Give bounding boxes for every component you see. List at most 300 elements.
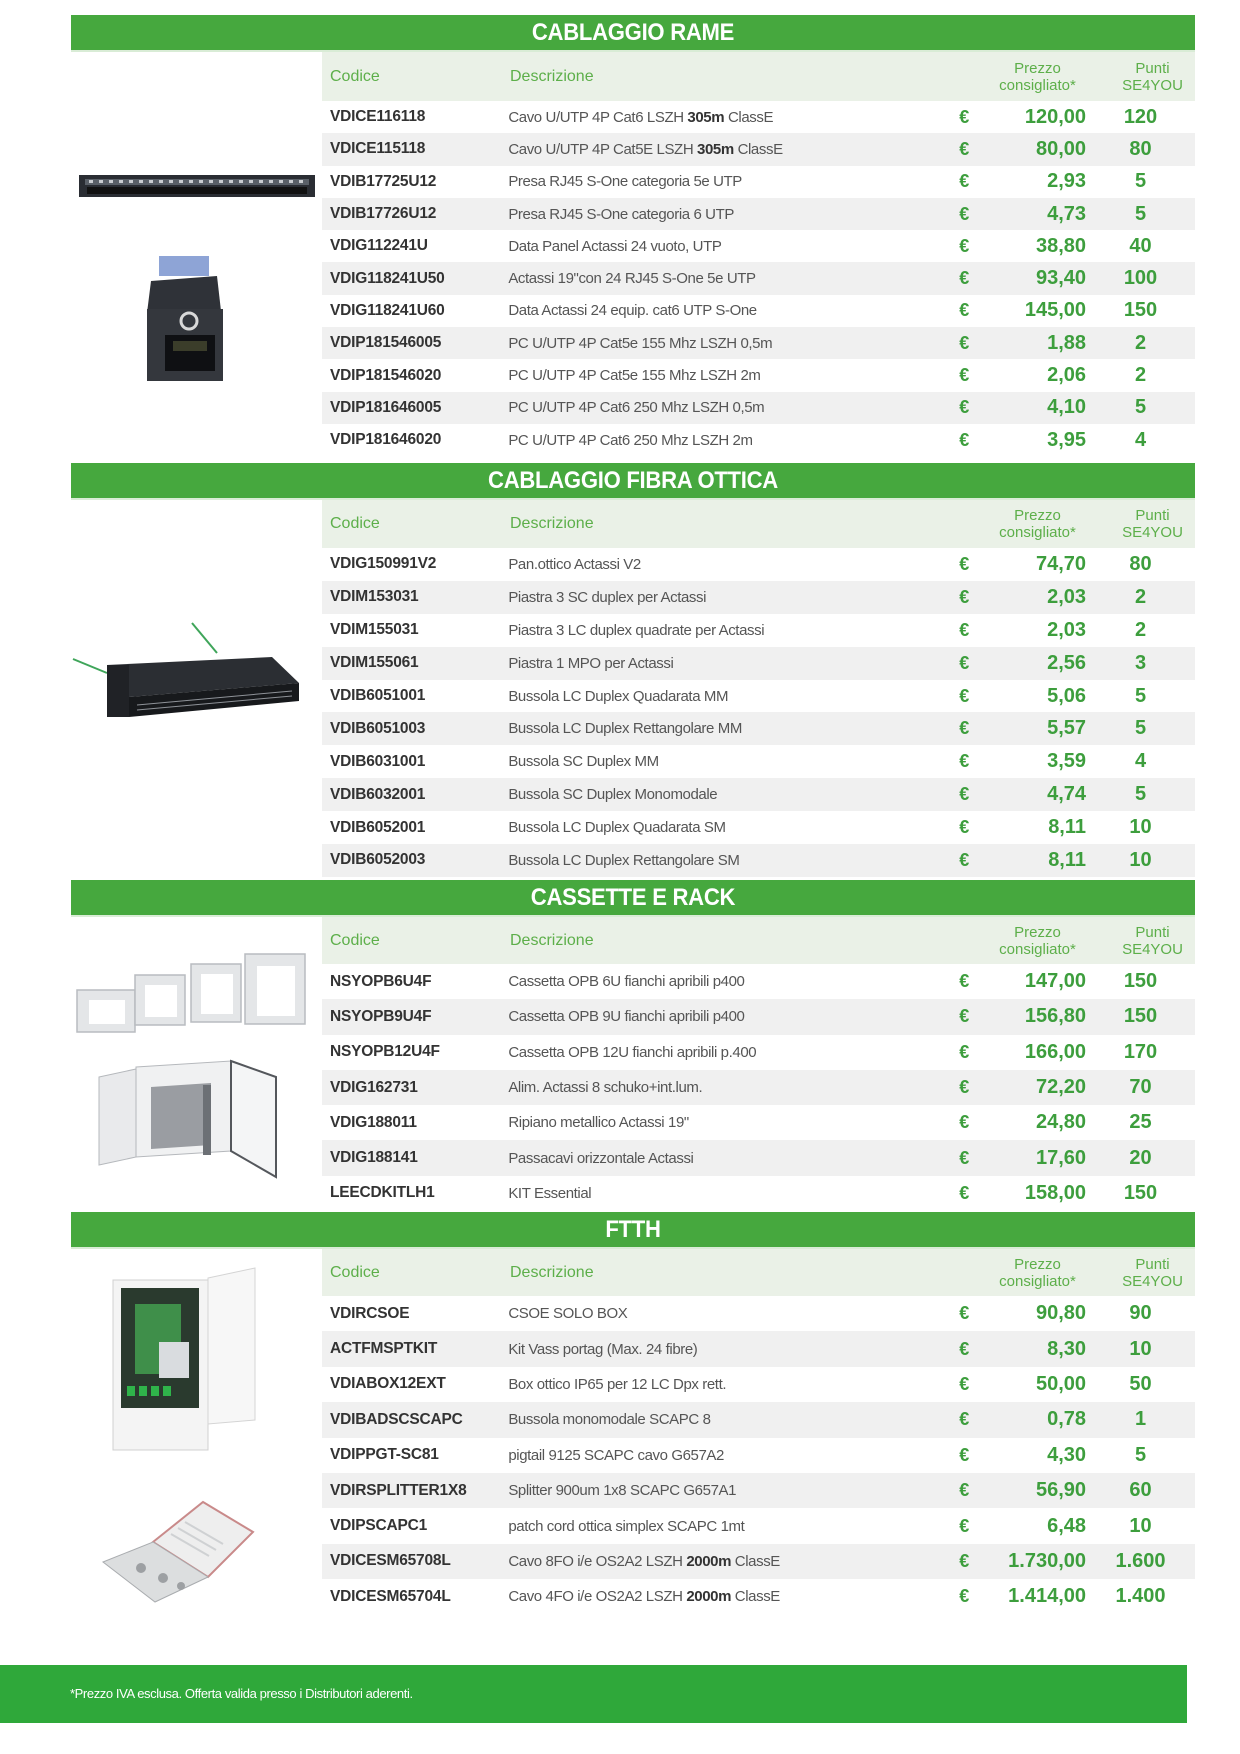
table-body: [322, 548, 1195, 877]
product-price: 145,00: [1024, 299, 1087, 322]
description-text: pigtail 9125 SCAPC cavo G657A2: [508, 1446, 724, 1464]
euro-symbol: €: [959, 586, 970, 607]
price-header-line1: Prezzo: [1014, 507, 1061, 524]
description-length: 305m: [697, 140, 734, 158]
product-description: [508, 622, 948, 639]
product-price: 1.730,00: [1008, 1549, 1087, 1572]
description-text: Cassetta OPB 12U fianchi apribili p.400: [508, 1043, 757, 1061]
product-price: 4,30: [1047, 1443, 1087, 1466]
table-row: [322, 166, 1195, 198]
product-points: 5: [1134, 396, 1147, 419]
section-ftth: [71, 1212, 1195, 1608]
section-header: [71, 1212, 1195, 1249]
product-price: 4,10: [1047, 396, 1087, 419]
product-points: 2: [1134, 331, 1147, 354]
price-header-line1: Prezzo: [1014, 59, 1061, 77]
table-row: [322, 745, 1195, 778]
description-text: Piastra 3 LC duplex quadrate per Actassi: [508, 621, 765, 639]
description-text: Cavo U/UTP 4P Cat5E LSZH: [508, 140, 698, 158]
product-table: [322, 500, 1195, 877]
description-text: Bussola LC Duplex Rettangolare SM: [508, 851, 740, 869]
product-description: [508, 141, 948, 158]
section-header: [71, 463, 1195, 500]
product-points: 10: [1129, 816, 1152, 839]
column-header-price: [965, 60, 1110, 94]
product-points: 2: [1134, 618, 1147, 641]
price-header-line2: consigliato*: [999, 940, 1076, 958]
description-text: PC U/UTP 4P Cat6 250 Mhz LSZH 0,5m: [508, 399, 765, 417]
product-price: 56,90: [1035, 1479, 1087, 1502]
description-text: Cassetta OPB 9U fianchi apribili p400: [508, 1008, 745, 1026]
euro-symbol: €: [959, 1515, 970, 1536]
product-price: 6,48: [1047, 1514, 1087, 1537]
table-row: [322, 647, 1195, 680]
product-code: NSYOPB12U4F: [330, 1043, 440, 1061]
product-price: 3,59: [1047, 750, 1087, 773]
product-description: [508, 1588, 948, 1605]
description-text: CSOE SOLO BOX: [508, 1305, 628, 1323]
section-header: [71, 880, 1195, 917]
euro-symbol: €: [959, 849, 970, 870]
product-price: 166,00: [1024, 1040, 1087, 1063]
euro-symbol: €: [959, 365, 970, 386]
product-code: VDIG150991V2: [330, 555, 437, 573]
column-header-row: [322, 500, 1195, 548]
table-body: [322, 101, 1195, 456]
product-description: [508, 238, 948, 255]
euro-symbol: €: [959, 817, 970, 838]
product-price: 24,80: [1035, 1111, 1087, 1134]
product-price: 5,06: [1047, 684, 1087, 707]
product-code: VDIP181646005: [330, 398, 442, 416]
table-row: [322, 101, 1195, 133]
euro-symbol: €: [959, 1006, 970, 1027]
description-text: Box ottico IP65 per 12 LC Dpx rett.: [508, 1375, 727, 1393]
product-description: [508, 173, 948, 190]
description-text: Data Panel Actassi 24 vuoto, UTP: [508, 237, 722, 255]
product-code: VDIG118241U60: [330, 301, 445, 319]
product-points: 5: [1134, 717, 1147, 740]
product-code: NSYOPB9U4F: [330, 1007, 432, 1025]
product-code: VDIB6051003: [330, 719, 426, 737]
footer-note: *Prezzo IVA esclusa. Offerta valida presso i Distributori aderenti.: [70, 1686, 413, 1701]
product-price: 2,03: [1047, 618, 1087, 641]
points-header-line1: Punti: [1135, 923, 1170, 941]
product-points: 90: [1129, 1302, 1152, 1325]
description-text: PC U/UTP 4P Cat6 250 Mhz LSZH 2m: [508, 431, 753, 449]
table-row: [322, 999, 1195, 1034]
price-header-line1: Prezzo: [1014, 1255, 1061, 1273]
product-description: [508, 655, 948, 672]
table-row: [322, 680, 1195, 713]
section-title: CASSETTE E RACK: [116, 880, 1150, 915]
description-length: 2000m: [686, 1552, 732, 1570]
product-code: VDIG188141: [330, 1149, 418, 1167]
product-points: 20: [1129, 1146, 1152, 1169]
product-code: VDIRSPLITTER1X8: [330, 1481, 467, 1499]
table-row: [322, 198, 1195, 230]
euro-symbol: €: [959, 784, 970, 805]
product-points: 150: [1123, 1005, 1158, 1028]
section-title: CABLAGGIO RAME: [116, 15, 1150, 50]
product-points: 80: [1129, 552, 1152, 575]
footer-bar: [0, 1665, 1187, 1723]
column-header-code: Codice: [330, 1263, 380, 1281]
product-code: VDICESM65708L: [330, 1552, 451, 1570]
euro-symbol: €: [959, 652, 970, 673]
description-text: Cavo U/UTP 4P Cat6 LSZH: [508, 108, 688, 126]
product-code: VDIM155061: [330, 654, 419, 672]
product-code: VDIB17725U12: [330, 172, 437, 190]
product-price: 158,00: [1024, 1181, 1087, 1204]
product-code: VDIM155031: [330, 621, 419, 639]
table-row: [322, 424, 1195, 456]
product-description: [508, 1447, 948, 1464]
rj45-keystone-image: [129, 251, 239, 391]
euro-symbol: €: [959, 235, 970, 256]
product-code: VDIB17726U12: [330, 205, 437, 223]
table-row: [322, 1070, 1195, 1105]
euro-symbol: €: [959, 971, 970, 992]
product-description: [508, 367, 948, 384]
description-text: KIT Essential: [508, 1184, 592, 1202]
euro-symbol: €: [959, 1147, 970, 1168]
open-cabinet-image: [91, 1057, 291, 1182]
description-length: 305m: [687, 108, 725, 126]
table-row: [322, 327, 1195, 359]
optical-box-image: [93, 1482, 263, 1607]
table-row: [322, 230, 1195, 262]
product-description: [508, 302, 948, 319]
euro-symbol: €: [959, 553, 970, 574]
points-header-line2: SE4YOU: [1122, 524, 1183, 541]
description-text: Bussola SC Duplex MM: [508, 753, 659, 771]
table-row: [322, 133, 1195, 165]
column-header-points: [1110, 924, 1195, 958]
product-price: 120,00: [1024, 105, 1087, 128]
table-row: [322, 778, 1195, 811]
description-text: Cavo 4FO i/e OS2A2 LSZH: [508, 1588, 687, 1606]
euro-symbol: €: [959, 1303, 970, 1324]
product-description: [508, 109, 948, 126]
table-row: [322, 712, 1195, 745]
table-body: [322, 964, 1195, 1211]
product-description: [508, 852, 948, 869]
description-text: Piastra 1 MPO per Actassi: [508, 654, 674, 672]
product-price: 90,80: [1035, 1302, 1087, 1325]
table-row: [322, 811, 1195, 844]
description-text: Bussola SC Duplex Monomodale: [508, 786, 718, 804]
product-code: VDIP181546005: [330, 334, 442, 352]
product-price: 2,93: [1047, 170, 1087, 193]
euro-symbol: €: [959, 1409, 970, 1430]
product-code: VDIP181646020: [330, 431, 442, 449]
column-header-description: Descrizione: [510, 67, 594, 85]
product-code: VDIBADSCSCAPC: [330, 1410, 463, 1428]
product-points: 1.400: [1115, 1585, 1166, 1608]
product-points: 2: [1134, 364, 1147, 387]
product-description: [508, 589, 948, 606]
column-header-description: Descrizione: [510, 515, 594, 532]
column-header-code: Codice: [330, 67, 380, 85]
description-text: Bussola monomodale SCAPC 8: [508, 1411, 711, 1429]
product-description: [508, 1411, 948, 1428]
euro-symbol: €: [959, 1444, 970, 1465]
points-header-line1: Punti: [1135, 59, 1170, 77]
product-points: 4: [1134, 428, 1147, 451]
description-suffix: ClassE: [731, 1552, 780, 1570]
wall-cabinets-image: [73, 950, 313, 1045]
product-price: 80,00: [1035, 137, 1087, 160]
price-header-line2: consigliato*: [999, 524, 1076, 541]
table-row: [322, 1579, 1195, 1614]
product-points: 70: [1129, 1076, 1152, 1099]
product-price: 2,06: [1047, 364, 1087, 387]
description-text: PC U/UTP 4P Cat5e 155 Mhz LSZH 2m: [508, 367, 761, 385]
euro-symbol: €: [959, 1373, 970, 1394]
table-row: [322, 262, 1195, 294]
description-text: Piastra 3 SC duplex per Actassi: [508, 588, 707, 606]
product-description: [508, 973, 948, 990]
table-row: [322, 581, 1195, 614]
euro-symbol: €: [959, 1077, 970, 1098]
points-header-line1: Punti: [1135, 507, 1170, 524]
patch-panel-image: [77, 165, 317, 205]
points-header-line2: SE4YOU: [1122, 940, 1183, 958]
product-points: 25: [1129, 1111, 1152, 1134]
product-code: VDIG162731: [330, 1078, 418, 1096]
product-points: 5: [1134, 783, 1147, 806]
column-header-points: [1110, 507, 1195, 541]
table-row: [322, 1402, 1195, 1437]
description-text: PC U/UTP 4P Cat5e 155 Mhz LSZH 0,5m: [508, 334, 773, 352]
table-row: [322, 548, 1195, 581]
column-header-description: Descrizione: [510, 931, 594, 949]
product-points: 150: [1123, 1181, 1158, 1204]
section-header: [71, 15, 1195, 52]
product-description: [508, 432, 948, 449]
product-points: 1: [1134, 1408, 1147, 1431]
description-text: Cassetta OPB 6U fianchi apribili p400: [508, 973, 745, 991]
euro-symbol: €: [959, 203, 970, 224]
euro-symbol: €: [959, 1182, 970, 1203]
table-row: [322, 295, 1195, 327]
product-code: VDIG188011: [330, 1113, 417, 1131]
product-code: ACTFMSPTKIT: [330, 1340, 438, 1358]
table-row: [322, 1544, 1195, 1579]
ftth-cabinet-image: [105, 1264, 265, 1459]
column-header-row: [322, 917, 1195, 964]
product-price: 17,60: [1035, 1146, 1087, 1169]
table-row: [322, 964, 1195, 999]
product-description: [508, 1150, 948, 1167]
euro-symbol: €: [959, 268, 970, 289]
description-suffix: ClassE: [724, 108, 774, 126]
description-text: Kit Vass portag (Max. 24 fibre): [508, 1340, 698, 1358]
description-text: Actassi 19"con 24 RJ45 S-One 5e UTP: [508, 270, 756, 288]
product-code: VDIPSCAPC1: [330, 1517, 428, 1535]
euro-symbol: €: [959, 619, 970, 640]
euro-symbol: €: [959, 718, 970, 739]
table-row: [322, 392, 1195, 424]
column-header-code: Codice: [330, 931, 380, 949]
section-cablaggio-rame: [71, 15, 1195, 451]
table-row: [322, 1438, 1195, 1473]
product-price: 8,30: [1047, 1337, 1087, 1360]
euro-symbol: €: [959, 300, 970, 321]
column-header-points: [1110, 1256, 1195, 1290]
points-header-line1: Punti: [1135, 1255, 1170, 1273]
price-header-line1: Prezzo: [1014, 923, 1061, 941]
product-code: VDIPPGT-SC81: [330, 1446, 439, 1464]
product-points: 5: [1134, 1443, 1147, 1466]
product-price: 50,00: [1035, 1372, 1087, 1395]
description-text: Ripiano metallico Actassi 19": [508, 1114, 689, 1132]
euro-symbol: €: [959, 685, 970, 706]
product-description: [508, 1482, 948, 1499]
table-row: [322, 1176, 1195, 1211]
section-title: FTTH: [116, 1212, 1150, 1247]
description-text: Passacavi orizzontale Actassi: [508, 1149, 694, 1167]
column-header-points: [1110, 60, 1195, 94]
product-price: 5,57: [1047, 717, 1087, 740]
product-code: VDICESM65704L: [330, 1587, 451, 1605]
euro-symbol: €: [959, 1338, 970, 1359]
euro-symbol: €: [959, 429, 970, 450]
product-price: 38,80: [1035, 234, 1087, 257]
product-description: [508, 753, 948, 770]
euro-symbol: €: [959, 1586, 970, 1607]
euro-symbol: €: [959, 1112, 970, 1133]
table-row: [322, 1331, 1195, 1366]
description-text: patch cord ottica simplex SCAPC 1mt: [508, 1517, 745, 1535]
product-price: 1.414,00: [1008, 1585, 1087, 1608]
product-points: 5: [1134, 202, 1147, 225]
column-header-row: [322, 1249, 1195, 1296]
product-points: 10: [1129, 1337, 1152, 1360]
product-price: 156,80: [1024, 1005, 1087, 1028]
euro-symbol: €: [959, 397, 970, 418]
description-suffix: ClassE: [731, 1588, 780, 1606]
product-price: 2,03: [1047, 585, 1087, 608]
points-header-line2: SE4YOU: [1122, 76, 1183, 94]
table-row: [322, 1367, 1195, 1402]
product-price: 4,73: [1047, 202, 1087, 225]
product-description: [508, 1185, 948, 1202]
euro-symbol: €: [959, 1550, 970, 1571]
euro-symbol: €: [959, 332, 970, 353]
product-description: [508, 556, 948, 573]
description-text: Alim. Actassi 8 schuko+int.lum.: [508, 1079, 703, 1097]
product-description: [508, 1044, 948, 1061]
product-description: [508, 270, 948, 287]
product-price: 4,74: [1047, 783, 1087, 806]
product-price: 1,88: [1047, 331, 1087, 354]
product-description: [508, 1553, 948, 1570]
product-code: VDIM153031: [330, 588, 419, 606]
euro-symbol: €: [959, 171, 970, 192]
product-points: 50: [1129, 1372, 1152, 1395]
product-points: 10: [1129, 1514, 1152, 1537]
table-row: [322, 1508, 1195, 1543]
product-price: 147,00: [1024, 970, 1087, 993]
product-points: 4: [1134, 750, 1147, 773]
product-table: [322, 1249, 1195, 1615]
product-price: 0,78: [1047, 1408, 1087, 1431]
description-length: 2000m: [686, 1588, 732, 1606]
table-row: [322, 844, 1195, 877]
product-points: 150: [1123, 299, 1158, 322]
product-points: 2: [1134, 585, 1147, 608]
product-code: VDIB6052001: [330, 818, 426, 836]
column-header-code: Codice: [330, 515, 380, 532]
table-row: [322, 359, 1195, 391]
description-text: Bussola LC Duplex Quadarata SM: [508, 819, 726, 837]
product-code: VDIG118241U50: [330, 269, 445, 287]
product-table: [322, 917, 1195, 1211]
product-description: [508, 335, 948, 352]
product-points: 100: [1123, 267, 1158, 290]
euro-symbol: €: [959, 106, 970, 127]
section-cassette-e-rack: [71, 880, 1195, 1204]
product-points: 120: [1123, 105, 1158, 128]
table-row: [322, 1035, 1195, 1070]
fiber-panel-image: [67, 613, 302, 723]
product-code: VDIB6032001: [330, 785, 426, 803]
product-description: [508, 786, 948, 803]
product-points: 5: [1134, 684, 1147, 707]
product-description: [508, 1114, 948, 1131]
table-row: [322, 614, 1195, 647]
description-suffix: ClassE: [733, 140, 783, 158]
table-body: [322, 1296, 1195, 1615]
description-text: Splitter 900um 1x8 SCAPC G657A1: [508, 1482, 737, 1500]
product-code: LEECDKITLH1: [330, 1184, 435, 1202]
description-text: Bussola LC Duplex Quadarata MM: [508, 687, 729, 705]
product-description: [508, 1518, 948, 1535]
table-row: [322, 1296, 1195, 1331]
column-header-description: Descrizione: [510, 1263, 594, 1281]
euro-symbol: €: [959, 138, 970, 159]
product-code: VDIP181546020: [330, 366, 442, 384]
euro-symbol: €: [959, 1480, 970, 1501]
product-price: 2,56: [1047, 651, 1087, 674]
description-text: Presa RJ45 S-One categoria 5e UTP: [508, 173, 742, 191]
product-code: VDICE116118: [330, 108, 426, 126]
product-description: [508, 399, 948, 416]
product-description: [508, 720, 948, 737]
product-code: VDIRCSOE: [330, 1304, 410, 1322]
euro-symbol: €: [959, 751, 970, 772]
product-points: 80: [1129, 137, 1152, 160]
column-header-price: [965, 507, 1110, 541]
product-description: [508, 1079, 948, 1096]
product-points: 5: [1134, 170, 1147, 193]
description-text: Bussola LC Duplex Rettangolare MM: [508, 720, 742, 738]
description-text: Pan.ottico Actassi V2: [508, 555, 641, 573]
product-price: 72,20: [1035, 1076, 1087, 1099]
table-row: [322, 1105, 1195, 1140]
product-code: VDIB6031001: [330, 752, 426, 770]
product-code: VDIABOX12EXT: [330, 1375, 446, 1393]
product-points: 60: [1129, 1479, 1152, 1502]
product-price: 3,95: [1047, 428, 1087, 451]
product-description: [508, 1008, 948, 1025]
euro-symbol: €: [959, 1041, 970, 1062]
column-header-price: [965, 924, 1110, 958]
product-code: VDIB6052003: [330, 851, 426, 869]
product-code: NSYOPB6U4F: [330, 972, 432, 990]
